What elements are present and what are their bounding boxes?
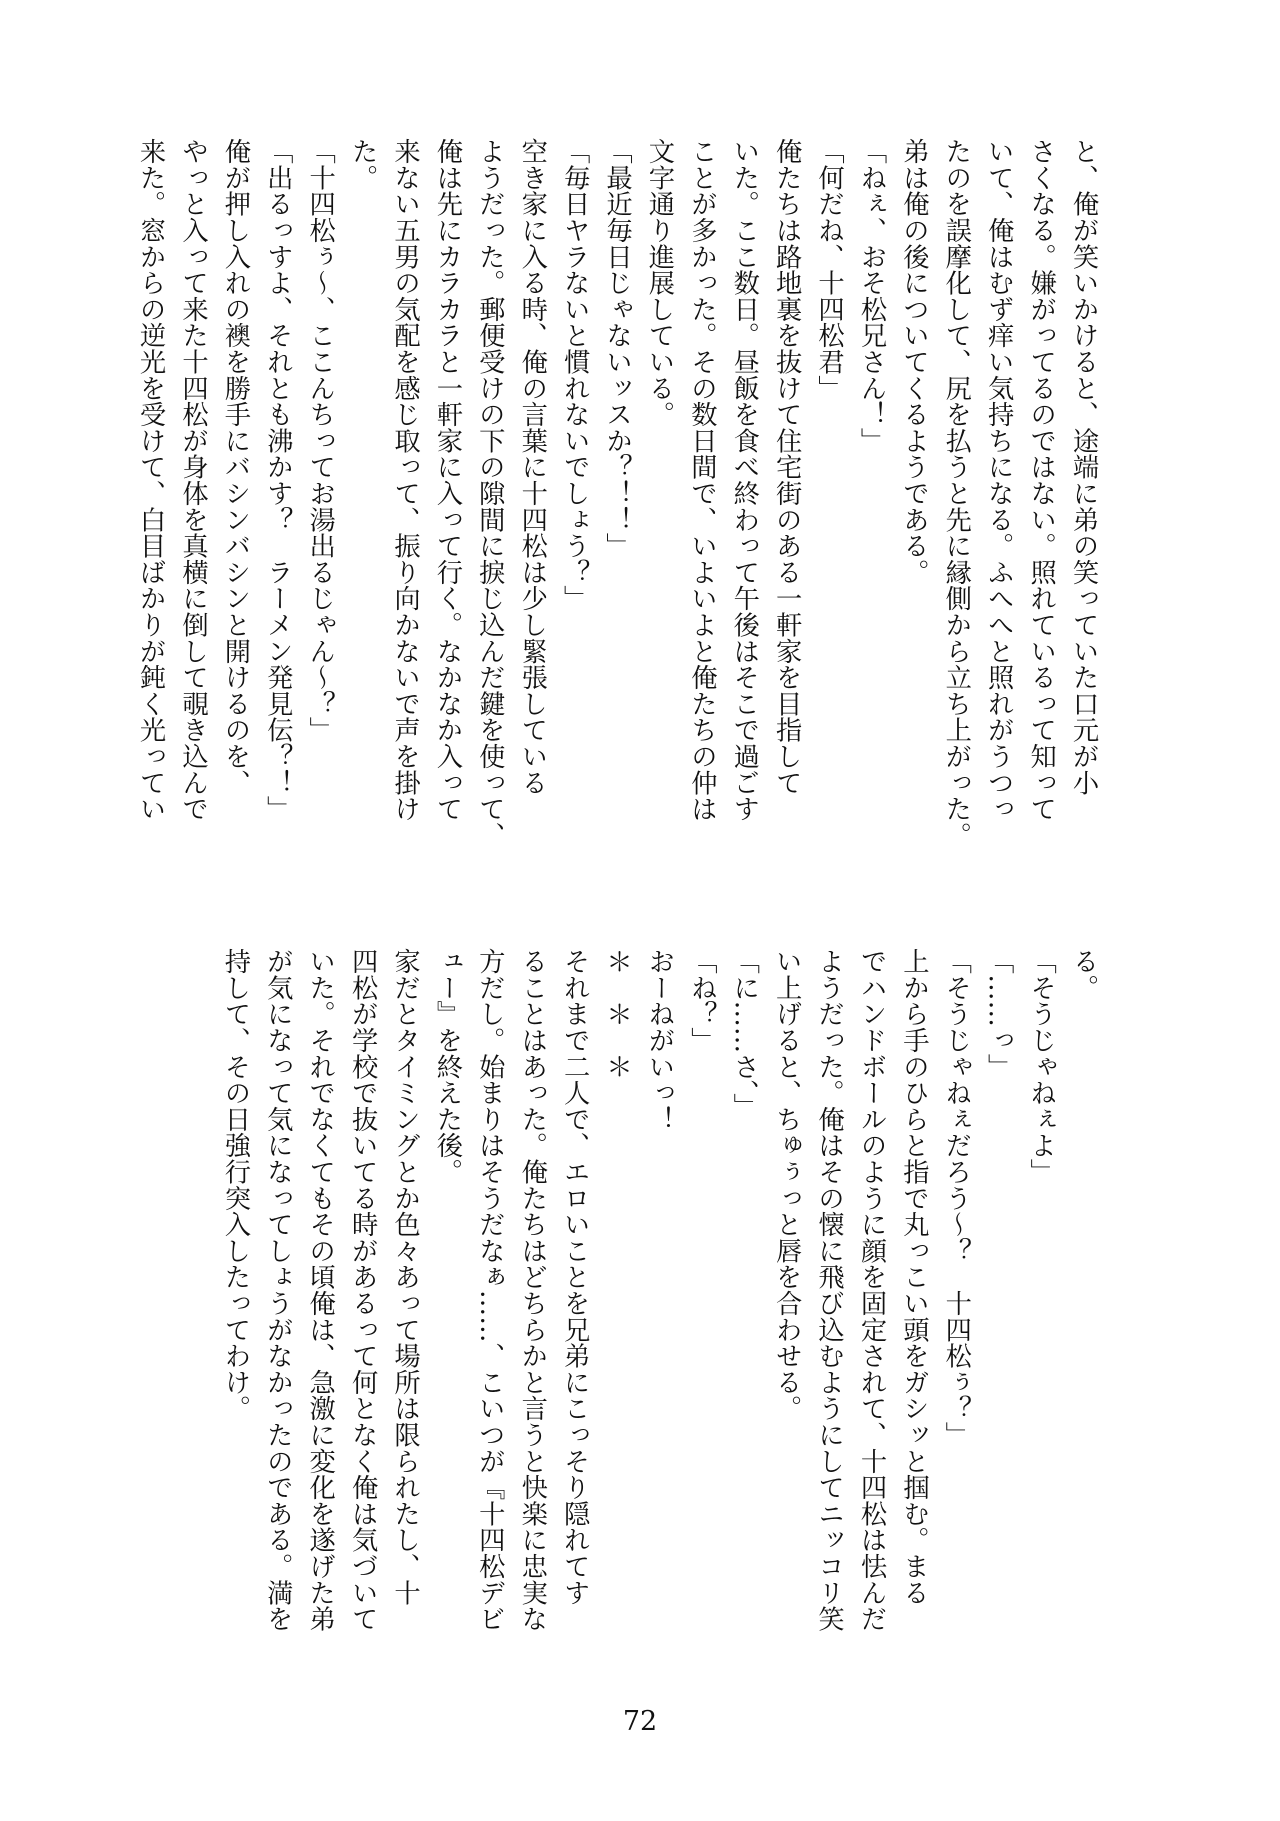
text-line: が気になって気になってしょうがなかったのである。満を (262, 948, 293, 1632)
text-line: ることはあった。俺たちはどちらかと言うと快楽に忠実な (516, 948, 547, 1632)
text-line: 俺は先にカラカラと一軒家に入って行く。なかなか入って (431, 138, 462, 822)
text-line: たのを誤摩化して、尻を払うと先に縁側から立ち上がった。 (940, 138, 971, 849)
text-line: 「そうじゃねぇだろう〜？ 十四松ぅ？」 (940, 948, 971, 1448)
text-line: いた。ここ数日。昼飯を食べ終わって午後はそこで過ごす (728, 138, 759, 822)
text-line: でハンドボールのように顔を固定されて、十四松は怯んだ (855, 948, 886, 1632)
text-line: ようだった。郵便受けの下の隙間に捩じ込んだ鍵を使って、 (474, 138, 505, 849)
text-line: ことが多かった。その数日間で、いよいよと俺たちの仲は (686, 138, 717, 822)
text-line: 「ね？」 (686, 948, 717, 1054)
text-line: 来ない五男の気配を感じ取って、振り向かないで声を掛け (389, 138, 420, 822)
text-line: それまで二人で、エロいことを兄弟にこっそり隠れてす (559, 948, 590, 1606)
text-line: 来た。窓からの逆光を受けて、白目ばかりが鈍く光ってい (135, 138, 166, 822)
text-line: やっと入って来た十四松が身体を真横に倒して覗き込んで (177, 138, 208, 822)
text-line: 俺たちは路地裏を抜けて住宅街のある一軒家を目指して (771, 138, 802, 796)
text-line: 「毎日ヤラないと慣れないでしょう？」 (559, 138, 590, 612)
text-line: いて、俺はむず痒い気持ちになる。ふへへと照れがうつっ (983, 138, 1014, 822)
text-line: 空き家に入る時、俺の言葉に十四松は少し緊張している (516, 138, 547, 796)
text-line: い上げると、ちゅぅっと唇を合わせる。 (771, 948, 802, 1422)
text-line: 「何だね、十四松君」 (813, 138, 844, 401)
text-line: る。 (1068, 948, 1098, 1001)
text-line: 「最近毎日じゃないッスか？！！」 (601, 138, 632, 559)
text-line: 弟は俺の後についてくるようである。 (898, 138, 929, 586)
text-line: た。 (347, 138, 378, 191)
section-break: ＊ ＊ ＊ (601, 948, 632, 1080)
text-line: いた。それでなくてもその頃俺は、急激に変化を遂げた弟 (304, 948, 335, 1632)
text-line: と、俺が笑いかけると、途端に弟の笑っていた口元が小 (1068, 138, 1098, 796)
text-line: 家だとタイミングとか色々あって場所は限られたし、十 (389, 948, 420, 1606)
text-line: おーねがいっ！ (643, 948, 674, 1133)
top-text-block (129, 138, 1104, 898)
text-line: 持して、その日強行突入したってわけ。 (219, 948, 250, 1422)
text-line: 四松が学校で抜いてる時があるって何となく俺は気づいて (347, 948, 378, 1632)
text-line: 文字通り進展している。 (643, 138, 674, 428)
text-line: ュー』を終えた後。 (431, 948, 462, 1185)
text-line: 「……っ」 (983, 948, 1014, 1080)
text-line: ようだった。俺はその懐に飛び込むようにしてニッコリ笑 (813, 948, 844, 1632)
text-line: 「そうじゃねぇよ」 (1025, 948, 1056, 1185)
text-line: さくなる。嫌がってるのではない。照れているって知って (1025, 138, 1056, 822)
text-line: 「出るっすよ、それとも沸かす？ ラーメン発見伝？！」 (262, 138, 293, 822)
text-line: 俺が押し入れの襖を勝手にバシンバシンと開けるのを、 (219, 138, 250, 796)
page-number: 72 (622, 1706, 658, 1737)
text-line: 上から手のひらと指で丸っこい頭をガシッと掴む。まる (898, 948, 929, 1606)
text-line: 「に……さ、」 (728, 948, 759, 1119)
bottom-text-block (213, 948, 1104, 1708)
text-line: 方だし。始まりはそうだなぁ……、こいつが『十四松デビ (474, 948, 505, 1632)
text-line: 「十四松ぅ〜、ここんちってお湯出るじゃん〜？」 (304, 138, 335, 743)
text-line: 「ねぇ、おそ松兄さん！」 (855, 138, 886, 454)
